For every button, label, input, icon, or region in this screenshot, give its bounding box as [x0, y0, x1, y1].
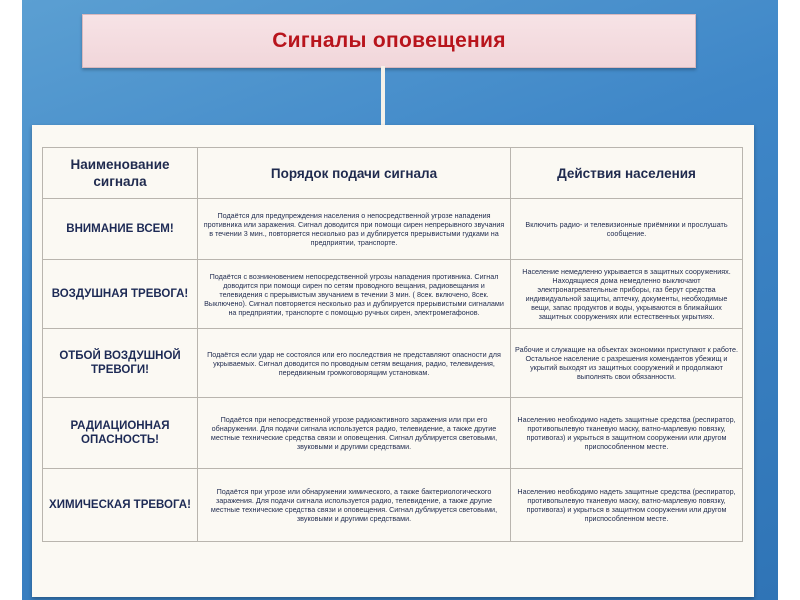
- signal-name: ВОЗДУШНАЯ ТРЕВОГА!: [43, 260, 198, 329]
- table-row: [43, 469, 743, 542]
- table-row: [43, 199, 743, 260]
- signals-board: [32, 125, 754, 597]
- population-actions: Населению необходимо надеть защитные средства (респиратор, противопылевую тканевую маску, ватно-марлевую повязку, противогаз) и укрыться в защитном сооружении или другом приспособленном месте.: [511, 469, 743, 542]
- signal-procedure: Подаётся если удар не состоялся или его последствия не представляют опасности для укрываемых. Сигнал доводится по проводным сетям вещания, радио, телевидения, передвижным громкоговорящим установкам.: [198, 329, 511, 398]
- signal-procedure: Подаётся при непосредственной угрозе радиоактивного заражения или при его обнаружении. Для подачи сигнала используется радио, телевидение, а также другие местные технические средства связи и оповещения. Сигнал дублируется световыми, звуковыми и другими средствами.: [198, 398, 511, 469]
- banner-connector: [381, 66, 385, 126]
- population-actions: Рабочие и служащие на объектах экономики приступают к работе. Остальное население с разрешения комендантов убежищ и укрытий выходят из защитных сооружений и продолжают выполнять свои обязанности.: [511, 329, 743, 398]
- signal-name: ОТБОЙ ВОЗДУШНОЙ ТРЕВОГИ!: [43, 329, 198, 398]
- header-actions: Действия населения: [511, 148, 743, 199]
- table-row: [43, 398, 743, 469]
- header-procedure: Порядок подачи сигнала: [198, 148, 511, 199]
- table-row: [43, 329, 743, 398]
- signals-table: [42, 147, 743, 542]
- page-title: Сигналы оповещения: [272, 29, 506, 52]
- table-header-row: [43, 148, 743, 199]
- population-actions: Население немедленно укрывается в защитных сооружениях. Находящиеся дома немедленно выключают электронагревательные приборы, газ берут средства индивидуальной защиты, аптечку, документы, необходимые вещи, запас продуктов и воды, укрываются в ближайших защитных сооружениях или естественных укрытиях.: [511, 260, 743, 329]
- table-row: [43, 260, 743, 329]
- population-actions: Включить радио- и телевизионные приёмники и прослушать сообщение.: [511, 199, 743, 260]
- signal-procedure: Подаётся для предупреждения населения о непосредственной угрозе нападения противника или заражения. Сигнал доводится при помощи сирен непрерывного звучания в течении 3 мин., повторяется несколько раз и дублируется прерывистыми гудками на предприятии, транспорте.: [198, 199, 511, 260]
- title-banner: [82, 14, 696, 68]
- signal-name: ХИМИЧЕСКАЯ ТРЕВОГА!: [43, 469, 198, 542]
- signal-name: ВНИМАНИЕ ВСЕМ!: [43, 199, 198, 260]
- header-signal-name: Наименование сигнала: [43, 148, 198, 199]
- signal-name: РАДИАЦИОННАЯ ОПАСНОСТЬ!: [43, 398, 198, 469]
- population-actions: Населению необходимо надеть защитные средства (респиратор, противопылевую тканевую маску, ватно-марлевую повязку, противогаз) и укрыться в защитном сооружении или другом приспособленном месте.: [511, 398, 743, 469]
- signal-procedure: Подаётся с возникновением непосредственной угрозы нападения противника. Сигнал доводится при помощи сирен по сетям проводного вещания, радиовещания и телевидения с прерывистым звучанием в течении 3 мин. ( 8сек. включено, 8сек. Выключено). Сигнал повторяется несколько раз и дублируется прерывистыми сигналами на предприятии, транспорте с помощью ручных сирен, электромегафонов.: [198, 260, 511, 329]
- signal-procedure: Подаётся при угрозе или обнаружении химического, а также бактериологического заражения. Для подачи сигнала используется радио, телевидение, а также другие местные технические средства связи и оповещения. Сигнал дублируется световыми, звуковыми и другими средствами.: [198, 469, 511, 542]
